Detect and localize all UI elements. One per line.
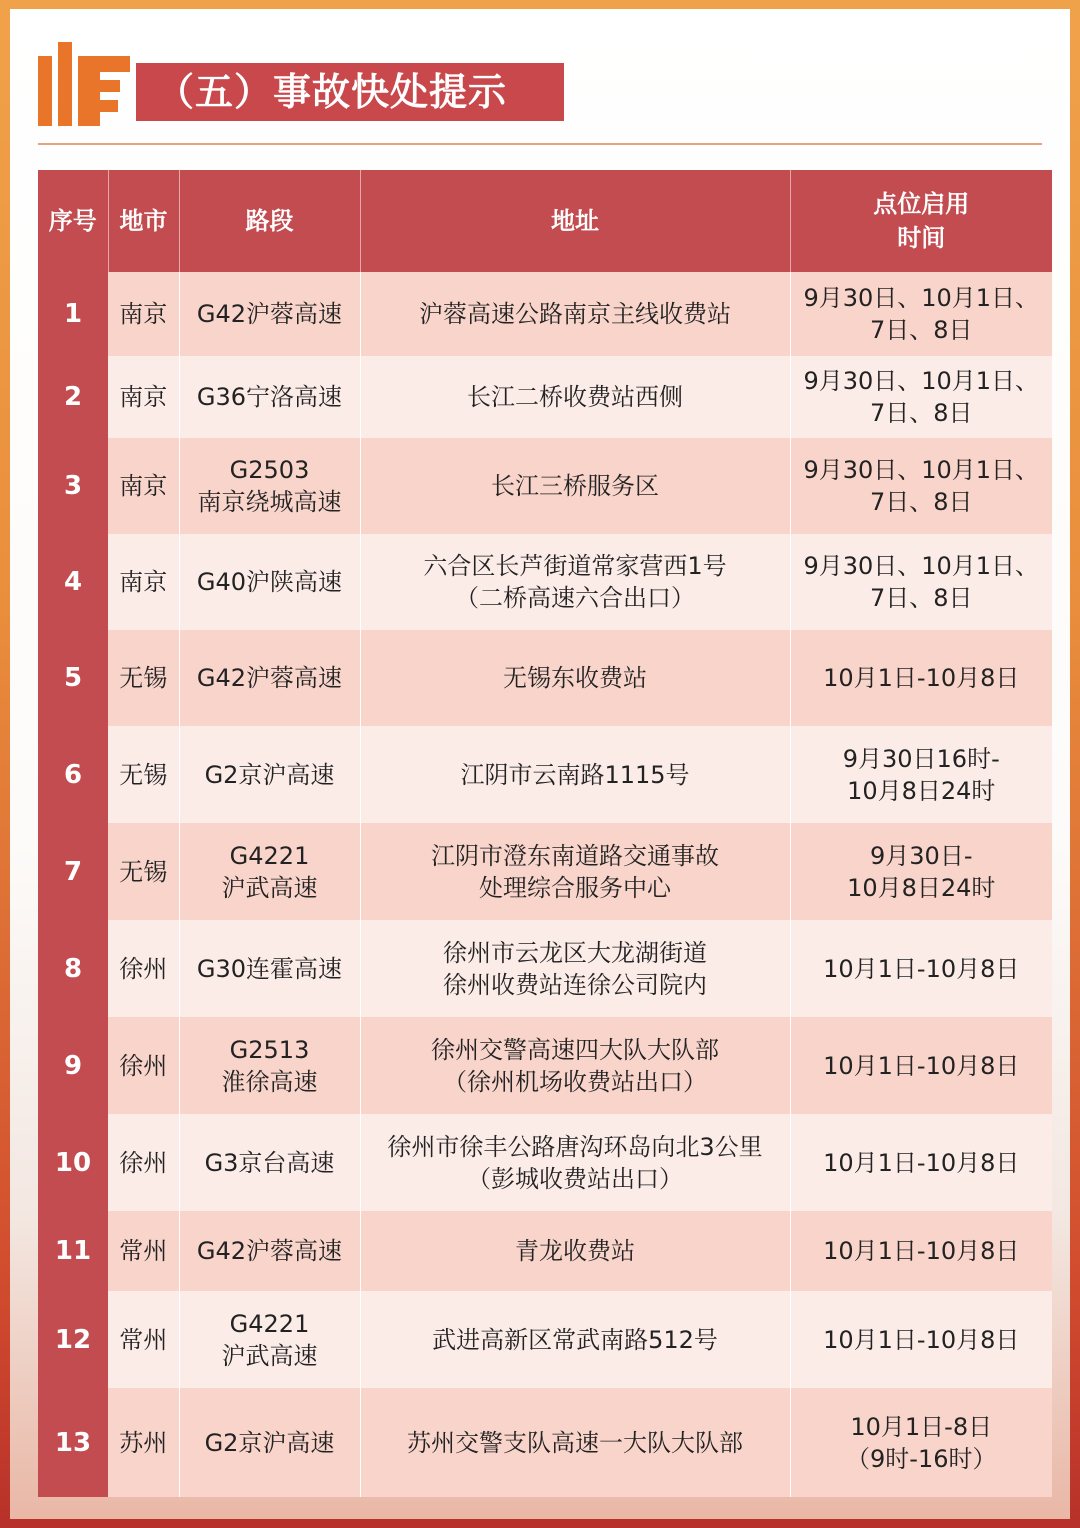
pointing-hand-icon <box>38 42 130 126</box>
column-header-city: 地市 <box>108 170 179 272</box>
table-row <box>38 920 1052 1017</box>
page-title: （五）事故快处提示 <box>136 63 564 121</box>
city-cell: 徐州 <box>108 920 179 1017</box>
time-cell: 9月30日、10月1日、 7日、8日 <box>790 534 1052 630</box>
table-row <box>38 823 1052 920</box>
row-number: 1 <box>38 272 108 356</box>
address-cell: 江阴市云南路1115号 <box>360 726 790 823</box>
road-cell: G30连霍高速 <box>179 920 360 1017</box>
row-number: 10 <box>38 1114 108 1211</box>
row-number: 12 <box>38 1291 108 1388</box>
time-cell: 10月1日-10月8日 <box>790 1114 1052 1211</box>
city-cell: 徐州 <box>108 1114 179 1211</box>
table-row <box>38 1017 1052 1114</box>
address-cell: 苏州交警支队高速一大队大队部 <box>360 1388 790 1497</box>
road-cell: G36宁洛高速 <box>179 356 360 438</box>
table-row <box>38 630 1052 726</box>
city-cell: 无锡 <box>108 630 179 726</box>
column-header-time: 点位启用 时间 <box>790 170 1052 272</box>
road-cell: G42沪蓉高速 <box>179 630 360 726</box>
address-cell: 武进高新区常武南路512号 <box>360 1291 790 1388</box>
address-cell: 无锡东收费站 <box>360 630 790 726</box>
time-cell: 9月30日、10月1日、 7日、8日 <box>790 272 1052 356</box>
address-cell: 长江二桥收费站西侧 <box>360 356 790 438</box>
city-cell: 无锡 <box>108 726 179 823</box>
city-cell: 南京 <box>108 438 179 534</box>
time-cell: 10月1日-10月8日 <box>790 920 1052 1017</box>
city-cell: 徐州 <box>108 1017 179 1114</box>
incident-table <box>38 170 1052 1497</box>
address-cell: 沪蓉高速公路南京主线收费站 <box>360 272 790 356</box>
table-row <box>38 272 1052 356</box>
table-row <box>38 726 1052 823</box>
road-cell: G42沪蓉高速 <box>179 1211 360 1291</box>
road-cell: G4221 沪武高速 <box>179 1291 360 1388</box>
road-cell: G42沪蓉高速 <box>179 272 360 356</box>
table-row <box>38 534 1052 630</box>
row-number: 5 <box>38 630 108 726</box>
row-number: 4 <box>38 534 108 630</box>
time-cell: 10月1日-10月8日 <box>790 1211 1052 1291</box>
road-cell: G3京台高速 <box>179 1114 360 1211</box>
city-cell: 南京 <box>108 534 179 630</box>
city-cell: 常州 <box>108 1291 179 1388</box>
time-cell: 10月1日-10月8日 <box>790 1017 1052 1114</box>
row-number: 7 <box>38 823 108 920</box>
address-cell: 青龙收费站 <box>360 1211 790 1291</box>
road-cell: G2京沪高速 <box>179 1388 360 1497</box>
row-number: 11 <box>38 1211 108 1291</box>
road-cell: G2503 南京绕城高速 <box>179 438 360 534</box>
column-header-no: 序号 <box>38 170 108 272</box>
row-number: 6 <box>38 726 108 823</box>
row-number: 3 <box>38 438 108 534</box>
time-cell: 9月30日、10月1日、 7日、8日 <box>790 438 1052 534</box>
road-cell: G2513 淮徐高速 <box>179 1017 360 1114</box>
table-row <box>38 1388 1052 1497</box>
column-header-road: 路段 <box>179 170 360 272</box>
time-cell: 10月1日-10月8日 <box>790 630 1052 726</box>
table-row <box>38 1211 1052 1291</box>
table-row <box>38 356 1052 438</box>
time-cell: 9月30日、10月1日、 7日、8日 <box>790 356 1052 438</box>
address-cell: 江阴市澄东南道路交通事故 处理综合服务中心 <box>360 823 790 920</box>
table-row <box>38 1114 1052 1211</box>
city-cell: 南京 <box>108 272 179 356</box>
row-number: 8 <box>38 920 108 1017</box>
address-cell: 长江三桥服务区 <box>360 438 790 534</box>
time-cell: 10月1日-8日 （9时-16时） <box>790 1388 1052 1497</box>
road-cell: G40沪陕高速 <box>179 534 360 630</box>
time-cell: 10月1日-10月8日 <box>790 1291 1052 1388</box>
row-number: 9 <box>38 1017 108 1114</box>
road-cell: G4221 沪武高速 <box>179 823 360 920</box>
time-cell: 9月30日- 10月8日24时 <box>790 823 1052 920</box>
table-row <box>38 438 1052 534</box>
address-cell: 六合区长芦街道常家营西1号 （二桥高速六合出口） <box>360 534 790 630</box>
road-cell: G2京沪高速 <box>179 726 360 823</box>
table-row <box>38 1291 1052 1388</box>
address-cell: 徐州交警高速四大队大队部 （徐州机场收费站出口） <box>360 1017 790 1114</box>
city-cell: 无锡 <box>108 823 179 920</box>
address-cell: 徐州市徐丰公路唐沟环岛向北3公里 （彭城收费站出口） <box>360 1114 790 1211</box>
title-divider <box>38 143 1042 145</box>
row-number: 13 <box>38 1388 108 1497</box>
row-number: 2 <box>38 356 108 438</box>
time-cell: 9月30日16时- 10月8日24时 <box>790 726 1052 823</box>
city-cell: 苏州 <box>108 1388 179 1497</box>
city-cell: 南京 <box>108 356 179 438</box>
address-cell: 徐州市云龙区大龙湖街道 徐州收费站连徐公司院内 <box>360 920 790 1017</box>
city-cell: 常州 <box>108 1211 179 1291</box>
column-header-address: 地址 <box>360 170 790 272</box>
table-header-row <box>38 170 1052 272</box>
